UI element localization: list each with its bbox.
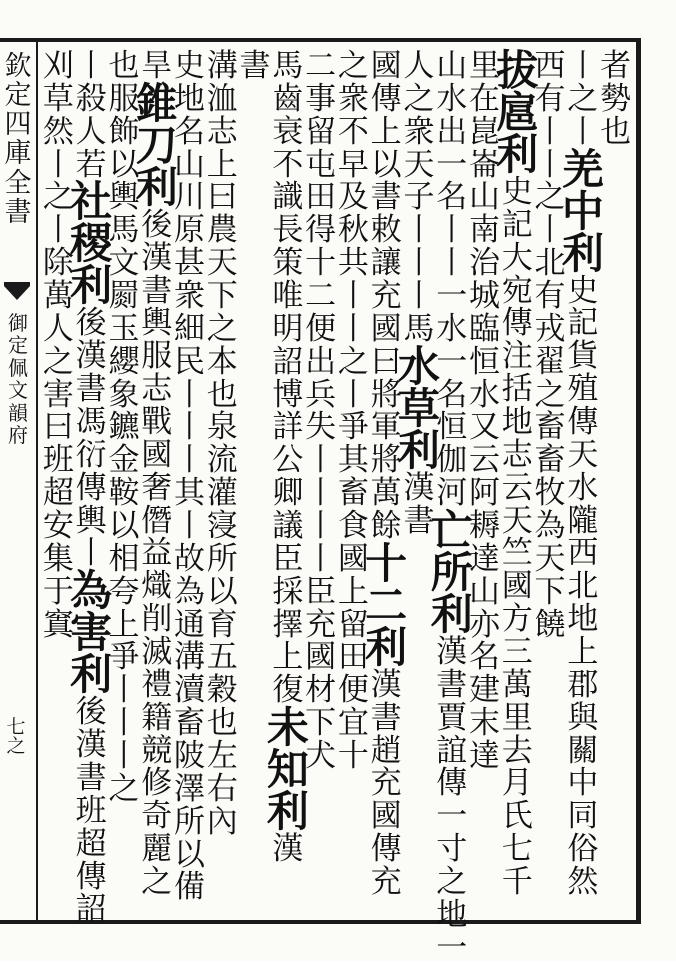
page-number: 七 之	[6, 716, 26, 757]
text-segment: 曰 班 超 安 集 于 窴	[42, 409, 74, 643]
headword: 錐 刀 利	[135, 78, 178, 212]
edition-title: 欽 定 四 庫 全 書	[4, 51, 32, 228]
top-border	[0, 38, 640, 42]
text-segment: 丨 之 丨	[567, 48, 599, 150]
text-segment: 後 漢 書 班 超 傳 詔	[75, 694, 107, 928]
text-segment: 人 之 衆 天 子 丨 丨 丨 馬	[403, 48, 435, 347]
text-segment: 後 漢 書 馮 衍 傳 輿 丨	[75, 305, 107, 572]
text-segment: 書	[239, 48, 271, 84]
text-segment: 後 漢 書 輿 服 志 戰 國 奢 僭 益 熾 削 滅 禮 籍 競 修 奇 麗 之	[141, 206, 173, 901]
headword: 亡 所 利	[430, 506, 473, 640]
text-segment: 之 衆 不 早 及 秋 共 丨 丨 之 丨 爭 其 畜 食	[337, 48, 369, 545]
text-segment: 也	[108, 48, 140, 84]
text-segment: 里 在 崑 崙 山 南 治 城 臨 恒 水 又 云 阿 耨 達 山 亦 名 建 末 達	[469, 48, 500, 775]
text-segment: 國 傳 上 以 書 敕 讓 充 國 曰 將 軍 將 萬 餘	[370, 48, 402, 545]
text-segment: 漢 書 趙 充 國 傳 充	[370, 666, 402, 901]
text-segment: 旱	[141, 48, 173, 84]
text-segment: 漢 書 賈 誼 傳 一 寸 之 地 一	[436, 634, 468, 966]
text-segment: 丨 之 丨 除 萬 人 之 害	[42, 146, 74, 413]
headword: 未 知 利	[266, 703, 309, 837]
text-segment: 丨 殺 人 若	[75, 48, 107, 183]
text-segment: 西 有 丨 丨 之 丨 北 有 戎 翟 之 畜 畜 牧 為 天 下 饒	[534, 48, 566, 643]
headword: 拔 扈 利	[496, 46, 539, 179]
text-segment: 山 水 出 一 名 丨 丨 一 水 一 名 恒 伽 河	[436, 48, 468, 512]
headword: 為 害 利	[70, 566, 113, 700]
text-segment: 史 地 名 山 川 原 甚 衆 細 民 丨 丨 丨 其 丨 故 為 通 溝 瀆 畜 陂 澤 所 以 備	[174, 48, 205, 906]
text-segment: 漢	[272, 831, 304, 868]
text-segment: 史 記 貨 殖 傳 天 水 隴 西 北 地 上 郡 與 關 中 同 俗 然	[567, 272, 599, 901]
fish-tail-mark	[4, 282, 30, 304]
text-column	[35, 50, 81, 910]
book-title: 御 定 佩 文 韻 府	[8, 311, 28, 447]
text-segment: 者 勢 也	[600, 48, 632, 150]
text-segment: 國 上 留 田 便 宜 十	[337, 540, 369, 775]
headword: 十 二 利	[365, 538, 408, 672]
text-segment: 二 事 留 屯 田 得 十 二 便 出 兵 失 丨 丨 丨 丨 臣 充 國 材 下 犬	[305, 48, 337, 775]
headword: 羌 中 利	[561, 144, 604, 278]
text-segment: 服 飾 以 輿 馬 文 罽 玉 纓 象 鑣 金 鞍 以 相 夸 上 爭 丨 丨 丨 之	[108, 80, 140, 807]
headword: 水 草 利	[397, 341, 440, 475]
headword: 社 稷 利	[70, 177, 113, 311]
text-segment: 刈 草 然	[42, 48, 74, 150]
text-segment: 馬 齒 衰 不 識 長 策 唯 明 詔 博 詳 公 卿 議 臣 採 擇 上 復	[272, 48, 304, 709]
text-segment: 溝 洫 志 上 曰 農 天 下 之 本 也 泉 流 灌 寖 所 以 育 五 穀 也 左 右 內	[206, 48, 238, 840]
text-segment: 漢 書	[403, 469, 435, 539]
text-segment: 史 記 大 宛 傳 注 括 地 志 云 天 竺 國 方 三 萬 里 去 月 氏 七 千	[501, 174, 533, 901]
